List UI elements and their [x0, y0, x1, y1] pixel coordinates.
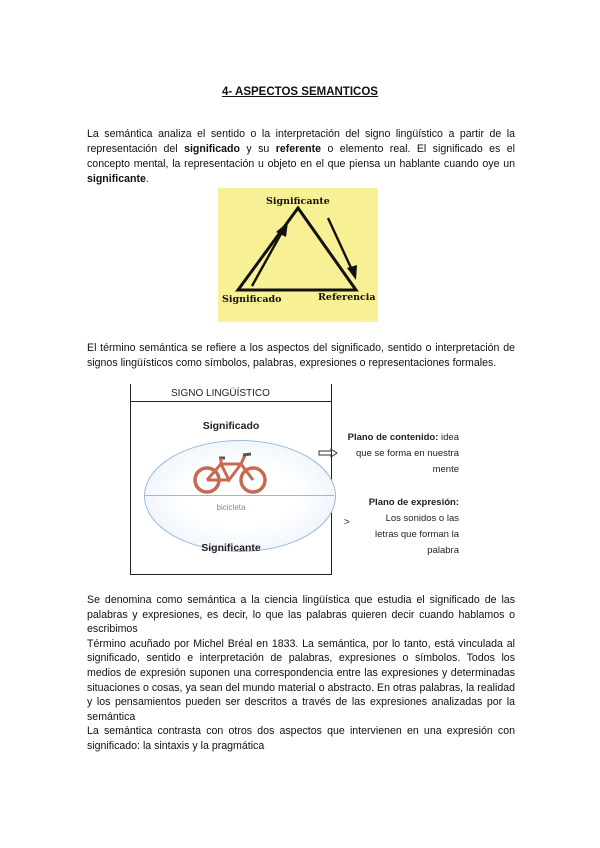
intro-bold-referente: referente: [275, 143, 322, 155]
intro-paragraph: [87, 127, 515, 187]
plano-contenido-label: Plano de contenido:: [347, 432, 439, 443]
sign-label-bicicleta: bicicleta: [216, 503, 246, 512]
semantic-triangle-figure: [218, 188, 378, 322]
plano-expresion-line-1: Los sonidos o las: [385, 513, 459, 524]
intro-text-1: La semántica analiza el sentido o la interpretación del signo lingüístico a partir de la representación del: [87, 128, 515, 155]
sign-title-divider: [131, 401, 331, 402]
plano-contenido-line-2: que se forma en nuestra: [356, 448, 459, 459]
page-title: 4- ASPECTOS SEMANTICOS: [222, 86, 378, 98]
intro-bold-significado: significado: [184, 143, 240, 155]
plano-contenido-line-1: idea: [441, 432, 459, 443]
conclusion-paragraph-2: Término acuñado por Michel Bréal en 1833. La semántica, por lo tanto, está vinculada al significado, sentido e interpretación de palabras, expresiones o símbolos. Todos los medios de expresión suponen una correspondencia entre las expresiones y determinadas situaciones o cosas, ya sean del mundo material o abstracto. En otras palabras, la realidad y los pensamientos pueden ser descritos a través de las expresiones analizadas por la semántica: [87, 637, 515, 723]
plano-expresion-label: Plano de expresión:: [368, 497, 459, 508]
triangle-label-significante: Significante: [266, 196, 330, 207]
bicycle-icon: [191, 450, 271, 496]
plano-expresion-line-3: palabra: [427, 545, 459, 556]
triangle-label-significado: Significado: [222, 294, 282, 305]
conclusion-paragraph-3: La semántica contrasta con otros dos aspectos que intervienen en una expresión con significado: la sintaxis y la pragmática: [87, 725, 515, 752]
intro-bold-significante: significante: [87, 173, 146, 185]
conclusion-paragraphs: [87, 593, 515, 754]
intro-text-3: o elemento real. El significado es el concepto mental, la representación u objeto en el que piensa un hablante cuando oye un: [87, 143, 515, 170]
intro-text-4: .: [145, 173, 149, 185]
sign-title: SIGNO LINGÜÍSTICO: [171, 388, 270, 399]
chevron-right-icon: >: [344, 517, 350, 528]
conclusion-paragraph-1: Se denomina como semántica a la ciencia lingüística que estudia el significado de las palabras y expresiones, es decir, lo que las palabras quieren decir cuando hablamos o escribimos: [87, 594, 515, 636]
plano-expresion-line-2: letras que forman la: [375, 529, 459, 540]
definition-paragraph: El término semántica se refiere a los aspectos del significado, sentido o interpretación de signos lingüísticos como símbolos, palabras, expresiones o representaciones formales.: [87, 342, 515, 369]
sign-label-significado: Significado: [202, 420, 260, 432]
intro-text-2: y su: [239, 143, 276, 155]
sign-label-significante: Significante: [201, 542, 261, 554]
plano-expresion-block: [325, 495, 459, 559]
plano-contenido-line-3: mente: [432, 464, 459, 475]
triangle-label-referencia: Referencia: [318, 292, 376, 303]
plano-contenido-block: [325, 430, 459, 478]
linguistic-sign-figure: [130, 384, 332, 575]
